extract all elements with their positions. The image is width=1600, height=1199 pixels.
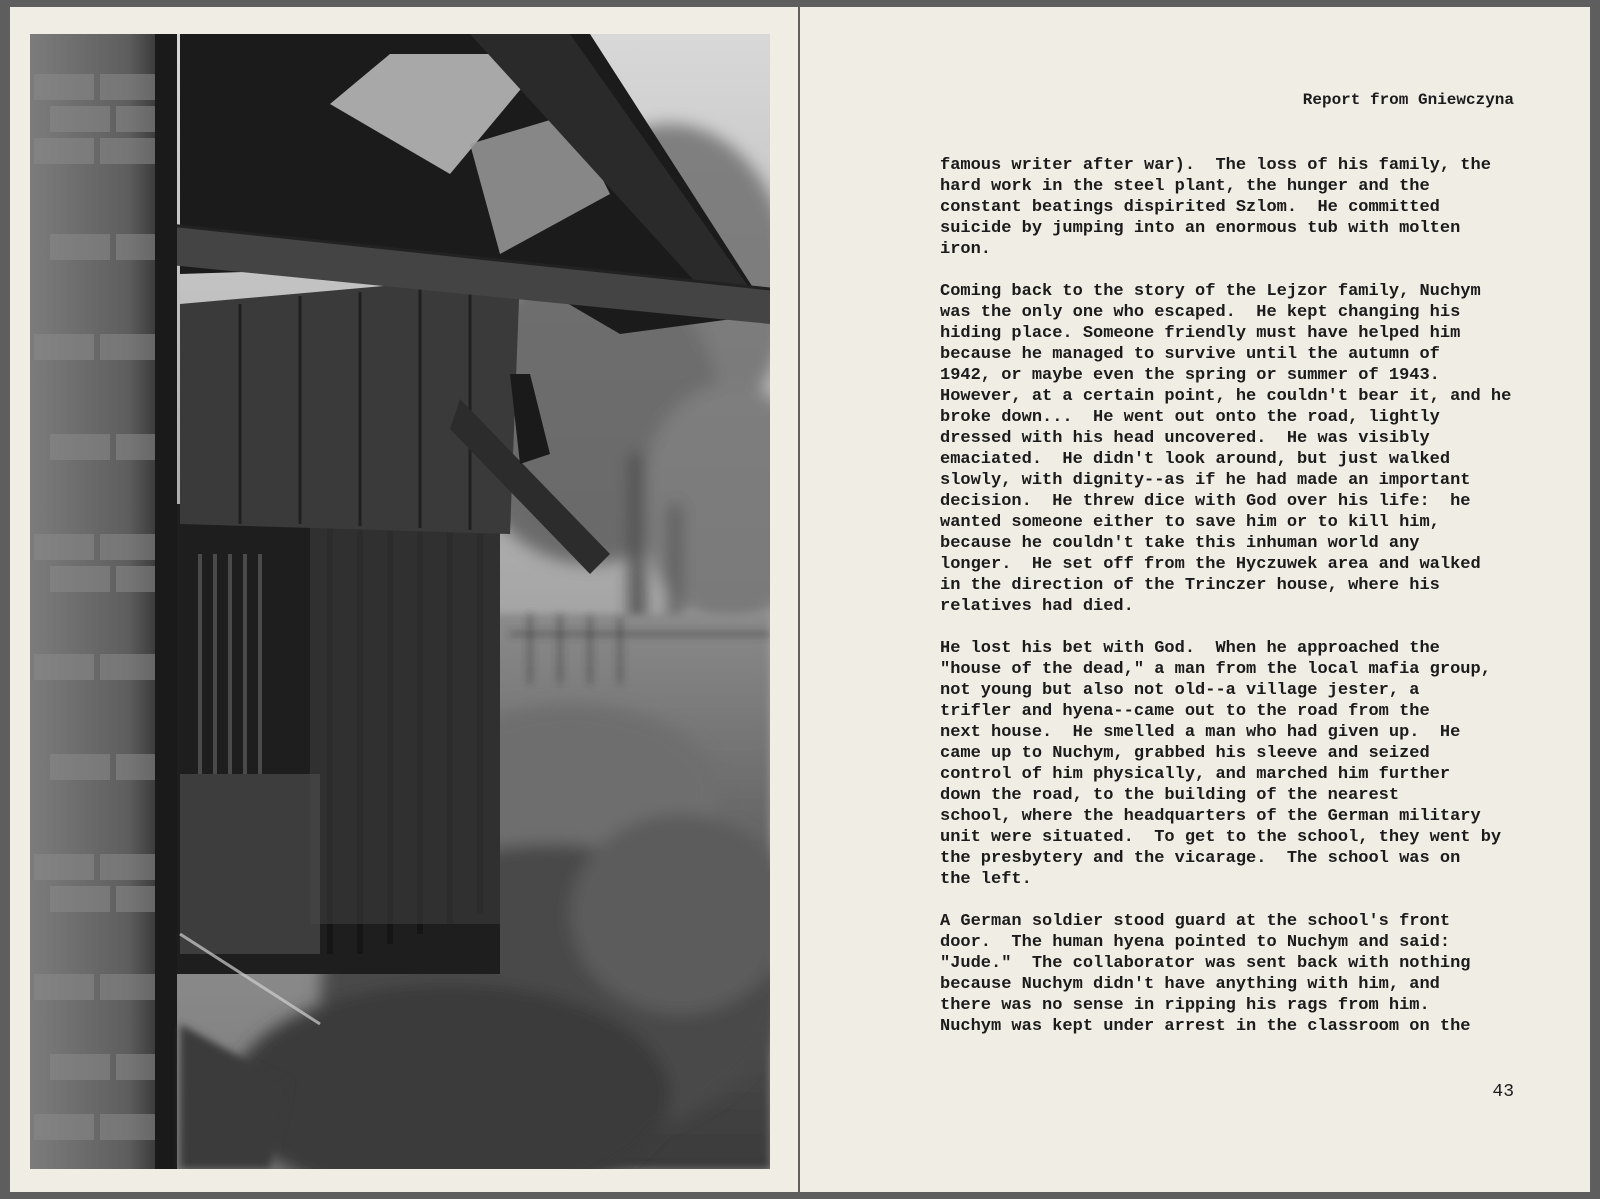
text-line: down the road, to the building of the nearest <box>940 786 1400 805</box>
text-line: school, where the headquarters of the German military <box>940 807 1481 826</box>
text-line: relatives had died. <box>940 597 1134 616</box>
barn-photo <box>30 34 770 1169</box>
text-line: the left. <box>940 870 1032 889</box>
running-head: Report from Gniewczyna <box>1302 91 1514 109</box>
text-line: the presbytery and the vicarage. The school was on <box>940 849 1461 868</box>
text-line: constant beatings dispirited Szlom. He committed <box>940 198 1440 217</box>
text-line: iron. <box>940 240 992 259</box>
text-line: 1942, or maybe even the spring or summer of 1943. <box>940 366 1440 385</box>
page-number: 43 <box>1492 1082 1514 1102</box>
text-line: hard work in the steel plant, the hunger and the <box>940 177 1430 196</box>
text-line: unit were situated. To get to the school, they went by <box>940 828 1502 847</box>
paragraph <box>940 911 1540 1037</box>
text-line: control of him physically, and marched him further <box>940 765 1451 784</box>
text-line: "house of the dead," a man from the local mafia group, <box>940 660 1491 679</box>
paragraph <box>940 155 1540 260</box>
paragraph <box>940 638 1540 890</box>
text-line: decision. He threw dice with God over his life: he <box>940 492 1471 511</box>
text-line: there was no sense in ripping his rags from him. <box>940 996 1430 1015</box>
text-line: longer. He set off from the Hyczuwek area and walked <box>940 555 1481 574</box>
paragraph <box>940 281 1540 617</box>
text-line: dressed with his head uncovered. He was visibly <box>940 429 1430 448</box>
text-line: next house. He smelled a man who had given up. He <box>940 723 1461 742</box>
text-line: Coming back to the story of the Lejzor family, Nuchym <box>940 282 1481 301</box>
text-line: because Nuchym didn't have anything with him, and <box>940 975 1440 994</box>
text-line: wanted someone either to save him or to kill him, <box>940 513 1440 532</box>
left-page <box>10 7 798 1192</box>
text-line: However, at a certain point, he couldn't bear it, and he <box>940 387 1512 406</box>
text-line: broke down... He went out onto the road, lightly <box>940 408 1440 427</box>
body-text <box>940 155 1540 1058</box>
text-line: "Jude." The collaborator was sent back with nothing <box>940 954 1471 973</box>
text-line: in the direction of the Trinczer house, where his <box>940 576 1440 595</box>
text-line: because he couldn't take this inhuman world any <box>940 534 1420 553</box>
text-line: suicide by jumping into an enormous tub with molten <box>940 219 1461 238</box>
text-line: was the only one who escaped. He kept changing his <box>940 303 1461 322</box>
text-line: emaciated. He didn't look around, but just walked <box>940 450 1451 469</box>
text-line: trifler and hyena--came out to the road from the <box>940 702 1430 721</box>
text-line: famous writer after war). The loss of his family, the <box>940 156 1491 175</box>
text-line: slowly, with dignity--as if he had made an important <box>940 471 1471 490</box>
text-line: came up to Nuchym, grabbed his sleeve and seized <box>940 744 1430 763</box>
text-line: door. The human hyena pointed to Nuchym and said: <box>940 933 1451 952</box>
text-line: hiding place. Someone friendly must have helped him <box>940 324 1461 343</box>
barn-photo-drawing <box>30 34 770 1169</box>
text-line: He lost his bet with God. When he approached the <box>940 639 1440 658</box>
text-line: because he managed to survive until the autumn of <box>940 345 1440 364</box>
text-line: Nuchym was kept under arrest in the classroom on the <box>940 1017 1471 1036</box>
text-line: not young but also not old--a village jester, a <box>940 681 1420 700</box>
right-page <box>800 7 1590 1192</box>
text-line: A German soldier stood guard at the school's front <box>940 912 1451 931</box>
